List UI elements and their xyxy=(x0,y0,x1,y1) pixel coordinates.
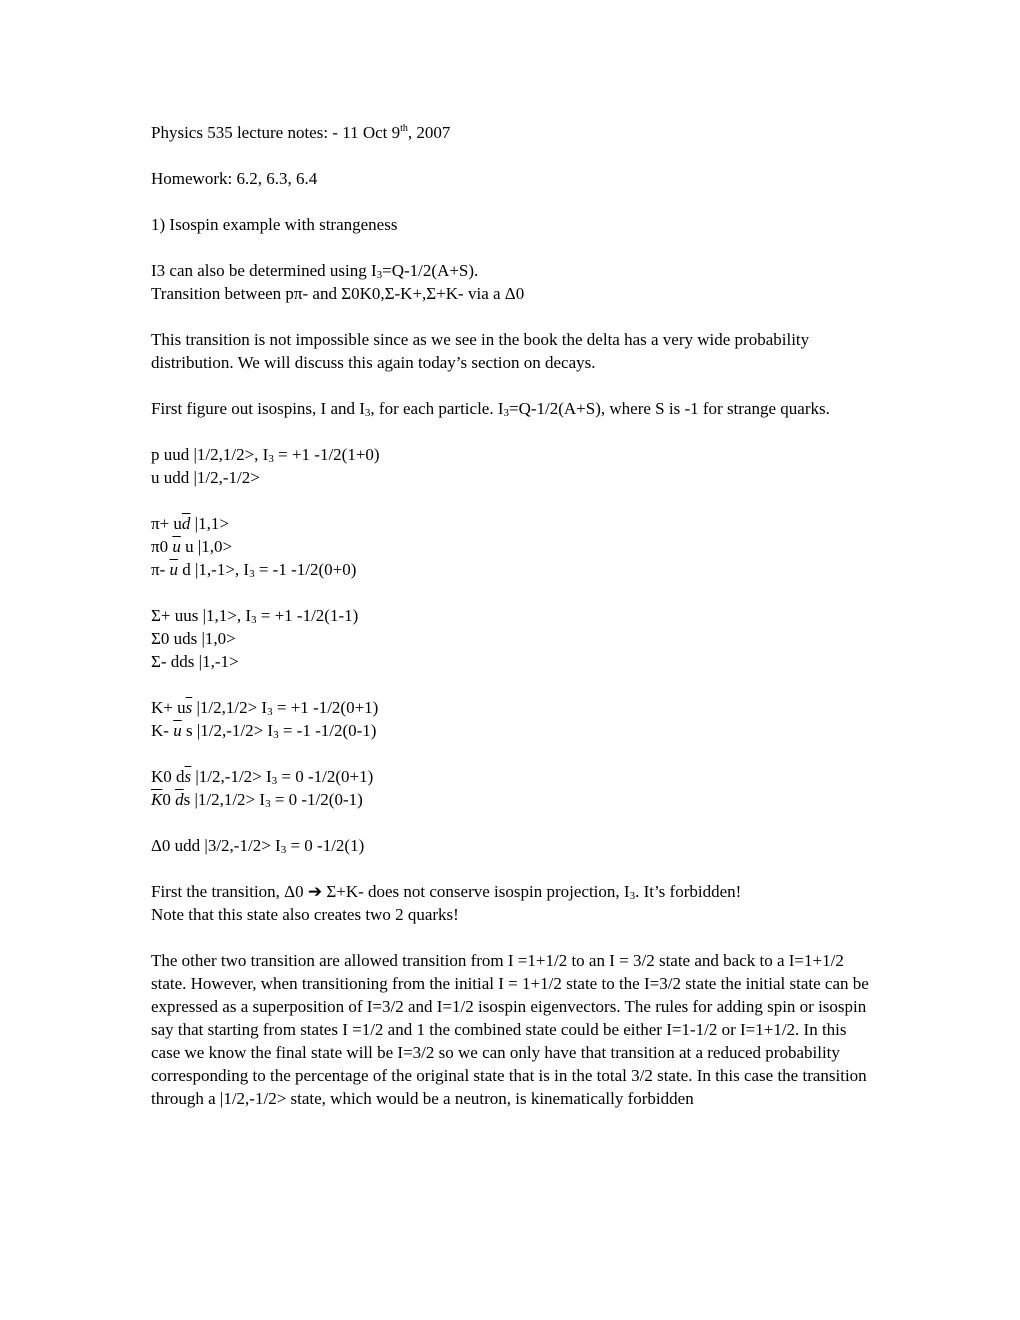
page-title: Physics 535 lecture notes: - 11 Oct 9th, 2007 xyxy=(151,123,451,142)
sigma-zero-line: Σ0 uds |1,0> xyxy=(151,629,236,648)
i3-formula-line: I3 can also be determined using $I_3=Q-1/2(A+S)$. xyxy=(151,261,479,281)
delta-zero-line: Δ0 udd $|3/2,-1/2> I_3 = 0$ -1/2(1) xyxy=(151,836,365,856)
paragraph-forbidden-note: Note that this state also creates two 2 quarks! xyxy=(151,905,459,924)
paragraph-allowed-transitions: The other two transition are allowed transition from I =1+1/2 to an I = 3/2 state and back to a I=1+1/2 state. However, when transitioning from the initial I = 1+1/2 state to the I=3/2 state the initial state can be expressed as a superposition of I=3/2 and I=1/2 isospin eigenvectors. The rules for adding spin or isospin say that starting from states I =1/2 and 1 the combined state could be either I=1-1/2 or I=1+1/2. In this case we know the final state will be I=3/2 so we can only have that transition at a reduced probability corresponding to the percentage of the original state that is in the total 3/2 state. In this case the transition through a |1/2,-1/2> state, which would be a neutron, is kinematically forbidden xyxy=(151,951,869,1108)
document-body xyxy=(151,121,876,1110)
pion-zero-line: π0 $\overline{u}$ u |1,0> xyxy=(151,537,233,556)
pion-minus-line: π- $\overline{u}$ d |1,-1>, $I_3 = -1$ -1/2(0+0) xyxy=(151,560,357,580)
anti-kaon-zero-line: $\overline{K}0$ $\overline{d}s$ $|1/2,1/2> I_3 = 0$ -1/2(0-1) xyxy=(151,790,363,810)
sigma-minus-line: Σ- dds |1,-1> xyxy=(151,652,239,671)
paragraph-delta-width: This transition is not impossible since as we see in the book the delta has a very wide probability distribution. We will discuss this again today’s section on decays. xyxy=(151,330,810,372)
section-heading: 1) Isospin example with strangeness xyxy=(151,215,398,234)
proton-line: p uud |1/2,1/2>, $I_3 = +1$ -1/2(1+0) xyxy=(151,445,380,465)
homework-line: Homework: 6.2, 6.3, 6.4 xyxy=(151,169,318,188)
kaon-plus-line: $K+ u\overline{s}$ $|1/2,1/2> I_3 = +1$ -1/2(0+1) xyxy=(151,698,379,718)
paragraph-isospin-method: First figure out isospins, I and $I_3$, for each particle. $I_3=Q-1/2(A+S)$, where S is -1 for strange quarks. xyxy=(151,399,830,419)
paragraph-forbidden-transition: First the transition, Δ0 ➔ Σ+K- does not conserve isospin projection, $I_3$. It’s forbidden! xyxy=(151,882,742,902)
neutron-line: u udd |1/2,-1/2> xyxy=(151,468,260,487)
kaon-minus-line: K- $\overline{u}$ s $|1/2,-1/2> I_3 = -1$ -1/2(0-1) xyxy=(151,721,377,741)
kaon-zero-line: K0 $d\overline{s}$ $|1/2,-1/2> I_3 = 0$ -1/2(0+1) xyxy=(151,767,374,787)
pion-plus-line: $\pi+ u\overline{d}$ |1,1> xyxy=(151,514,229,533)
transition-line: Transition between pπ- and Σ0K0,Σ-K+,Σ+K- via a Δ0 xyxy=(151,284,525,303)
sigma-plus-line: Σ+ uus |1,1>, $I_3 = +1$ -1/2(1-1) xyxy=(151,606,359,626)
